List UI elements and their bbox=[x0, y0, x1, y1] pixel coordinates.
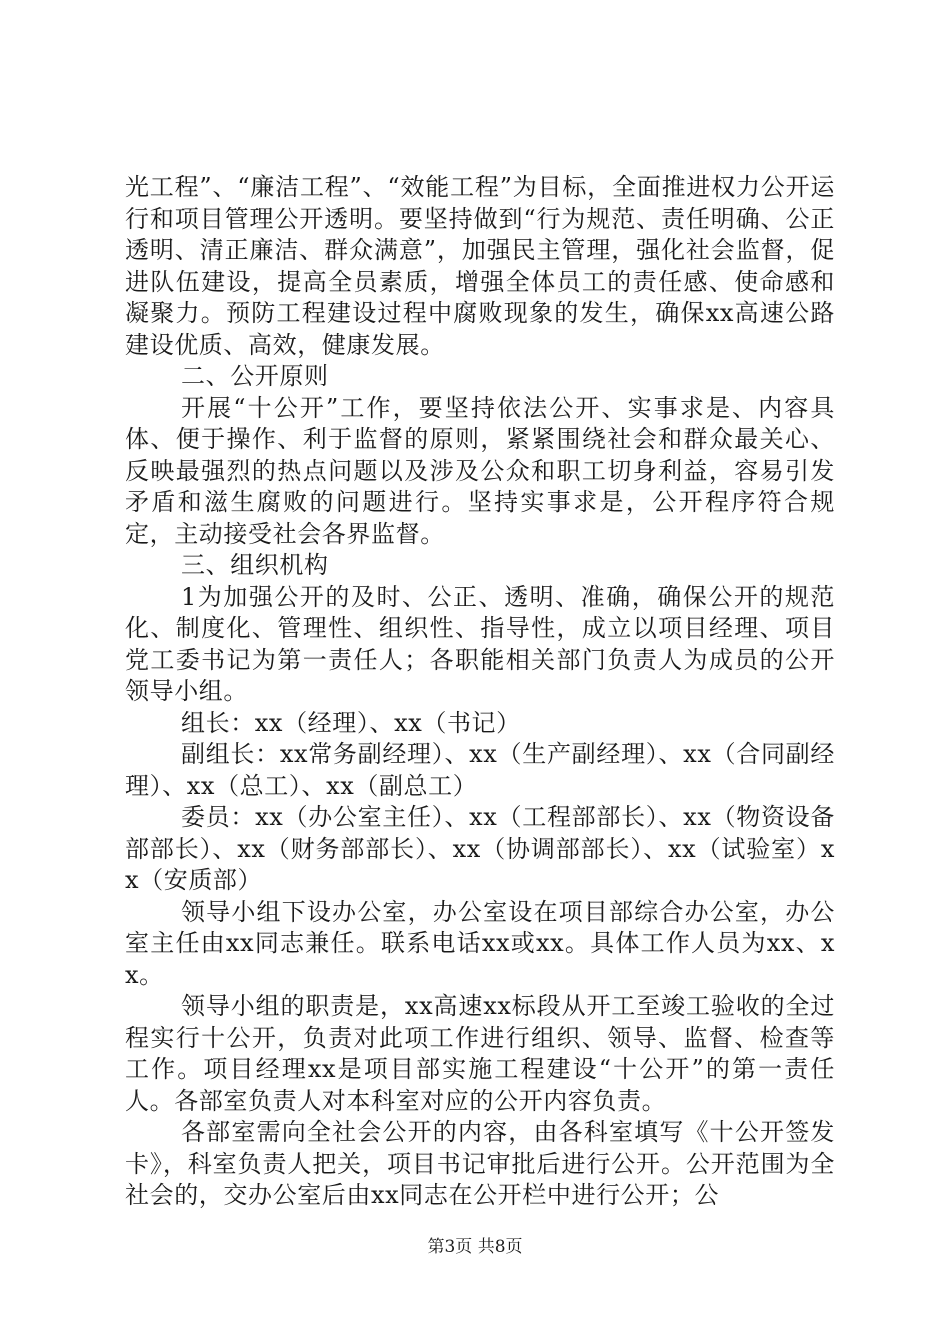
paragraph-members: 委员：xx（办公室主任）、xx（工程部部长）、xx（物资设备部部长）、xx（财务部部长）、xx（协调部部长）、xx（试验室）xx（安质部） bbox=[125, 803, 835, 894]
paragraph-disclosure-process: 各部室需向全社会公开的内容，由各科室填写《十公开签发卡》，科室负责人把关，项目书记审批后进行公开。公开范围为全社会的，交办公室后由xx同志在公开栏中进行公开；公 bbox=[125, 1118, 835, 1209]
paragraph-deputy-leaders: 副组长：xx常务副经理）、xx（生产副经理）、xx（合同副经理）、xx（总工）、xx（副总工） bbox=[125, 740, 835, 800]
paragraph-office: 领导小组下设办公室，办公室设在项目部综合办公室，办公室主任由xx同志兼任。联系电话xx或xx。具体工作人员为xx、xx。 bbox=[125, 897, 835, 989]
section-heading-organization: 三、组织机构 bbox=[181, 551, 329, 579]
paragraph-principles: 开展“十公开”工作，要坚持依法公开、实事求是、内容具体、便于操作、利于监督的原则，紧紧围绕社会和群众最关心、反映最强烈的热点问题以及涉及公众和职工切身利益，容易引发矛盾和滋生腐败的问题进行。坚持实事求是，公开程序符合规定，主动接受社会各界监督。 bbox=[125, 393, 835, 548]
page-number-footer: 第3页 共8页 bbox=[427, 1237, 523, 1257]
paragraph-group-leader: 组长：xx（经理）、xx（书记） bbox=[181, 708, 521, 737]
paragraph-responsibilities: 领导小组的职责是，xx高速xx标段从开工至竣工验收的全过程实行十公开，负责对此项工作进行组织、领导、监督、检查等工作。项目经理xx是项目部实施工程建设“十公开”的第一责任人。各部室负责人对本科室对应的公开内容负责。 bbox=[125, 992, 835, 1115]
document-body bbox=[125, 172, 835, 1212]
paragraph-organization: 1为加强公开的及时、公正、透明、准确，确保公开的规范化、制度化、管理性、组织性、指导性，成立以项目经理、项目党工委书记为第一责任人；各职能相关部门负责人为成员的公开领导小组。 bbox=[125, 582, 835, 705]
paragraph-intro-continued: 光工程”、“廉洁工程”、“效能工程”为目标，全面推进权力公开运行和项目管理公开透明。要坚持做到“行为规范、责任明确、公正透明、清正廉洁、群众满意”，加强民主管理，强化社会监督，促进队伍建设，提高全员素质，增强全体员工的责任感、使命感和凝聚力。预防工程建设过程中腐败现象的发生，确保xx高速公路建设优质、高效，健康发展。 bbox=[125, 173, 835, 359]
section-heading-principles: 二、公开原则 bbox=[181, 362, 329, 390]
